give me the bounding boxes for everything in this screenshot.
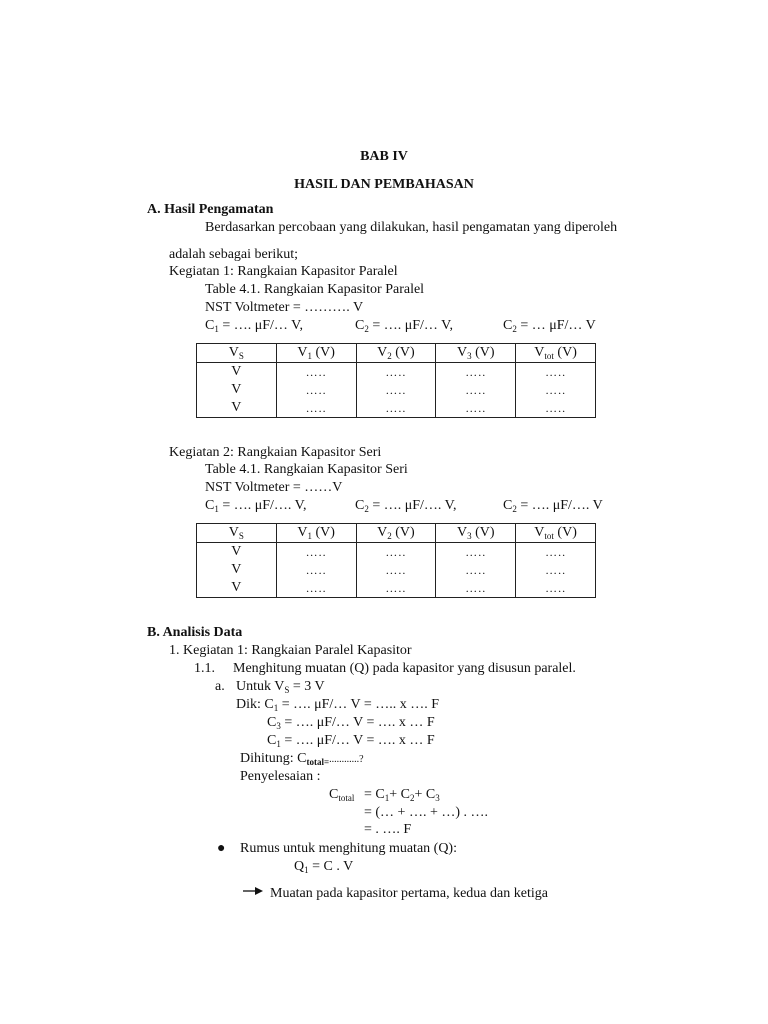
vs-column: V V V (197, 543, 277, 598)
v2-column: ….. ….. ….. (356, 363, 436, 418)
v1-column: ….. ….. ….. (276, 543, 356, 598)
sub-item-a-text: Untuk $V_S = 3$ V (236, 679, 325, 695)
header-vs: $V_S$ (197, 344, 277, 363)
ctotal-equation-2: = (… + …. + …) . …. (364, 805, 489, 820)
dik-line-3: $C_1$ = …. μF/… V = …. x … F (267, 733, 435, 749)
ctotal-equation-3: = . …. F (364, 822, 412, 837)
analysis-item-1: 1. Kegiatan 1: Rangkaian Paralel Kapasitor (169, 643, 412, 658)
dihitung-line: Dihitung: $C_{total=}$............? (240, 751, 364, 767)
section-b-heading: B. Analisis Data (147, 625, 243, 640)
kegiatan-2-title: Kegiatan 2: Rangkaian Kapasitor Seri (169, 445, 382, 460)
c1-value-2: $C_1$ = …. μF/…. V, (205, 498, 307, 514)
analysis-item-1-1-number: 1.1. (194, 661, 215, 676)
c1-value-1: $C_1$ = …. μF/… V, (205, 318, 303, 334)
c2-value-1: $C_2$ = …. μF/… V, (355, 318, 453, 334)
kegiatan-1-title: Kegiatan 1: Rangkaian Kapasitor Paralel (169, 264, 398, 279)
table-series (196, 523, 596, 598)
penyelesaian-label: Penyelesaian : (240, 769, 321, 784)
table-parallel (196, 343, 596, 418)
v1-column: ….. ….. ….. (276, 363, 356, 418)
v2-column: ….. ….. ….. (356, 543, 436, 598)
c3-value-2: $C_2$ = …. μF/…. V (503, 498, 603, 514)
table-header-row (197, 344, 596, 363)
analysis-item-1-1-text: Menghitung muatan (Q) pada kapasitor yang disusun paralel. (233, 661, 576, 676)
header-v3: $V_3$ (V) (436, 344, 516, 363)
vtot-column: ….. ….. ….. (516, 543, 596, 598)
header-v2: $V_2$ (V) (356, 524, 436, 543)
header-vs: $V_S$ (197, 524, 277, 543)
table-1-caption: Table 4.1. Rangkaian Kapasitor Paralel (205, 282, 425, 297)
intro-line-2: adalah sebagai berikut; (169, 247, 299, 262)
ctotal-label: $C_{total}$ (329, 787, 355, 803)
c2-value-2: $C_2$ = …. μF/…. V, (355, 498, 457, 514)
dik-line-1: Dik: $C_1$ = …. μF/… V = ….. x …. F (236, 697, 440, 713)
header-v2: $V_2$ (V) (356, 344, 436, 363)
nst-voltmeter-1: NST Voltmeter = ………. V (205, 300, 364, 315)
arrow-right-icon (242, 885, 264, 903)
c3-value-1: $C_2$ = … μF/… V (503, 318, 596, 334)
vtot-column: ….. ….. ….. (516, 363, 596, 418)
charge-formula: $Q_1 = C$ . V (294, 859, 354, 875)
chapter-number: BAB IV (360, 149, 408, 164)
sub-item-a-label: a. (215, 679, 225, 694)
nst-voltmeter-2: NST Voltmeter = ……V (205, 480, 343, 495)
header-v3: $V_3$ (V) (436, 524, 516, 543)
table-header-row (197, 524, 596, 543)
intro-line-1: Berdasarkan percobaan yang dilakukan, hasil pengamatan yang diperoleh (205, 220, 618, 235)
header-v1: $V_1$ (V) (276, 524, 356, 543)
table-body-row (197, 543, 596, 598)
bullet-icon: ● (217, 841, 226, 856)
arrow-text: Muatan pada kapasitor pertama, kedua dan ketiga (270, 886, 548, 901)
table-2-caption: Table 4.1. Rangkaian Kapasitor Seri (205, 462, 408, 477)
table-body-row (197, 363, 596, 418)
header-vtot: $V_{tot}$ (V) (516, 344, 596, 363)
section-a-heading: A. Hasil Pengamatan (147, 202, 274, 217)
chapter-title: HASIL DAN PEMBAHASAN (294, 177, 474, 192)
dik-line-2: $C_3$ = …. μF/… V = …. x … F (267, 715, 435, 731)
vs-column: V V V (197, 363, 277, 418)
header-vtot: $V_{tot}$ (V) (516, 524, 596, 543)
ctotal-equation-1: = $C_1+ C_2+ C_3$ (364, 787, 440, 803)
v3-column: ….. ….. ….. (436, 363, 516, 418)
header-v1: $V_1$ (V) (276, 344, 356, 363)
v3-column: ….. ….. ….. (436, 543, 516, 598)
bullet-text: Rumus untuk menghitung muatan (Q): (240, 841, 457, 856)
